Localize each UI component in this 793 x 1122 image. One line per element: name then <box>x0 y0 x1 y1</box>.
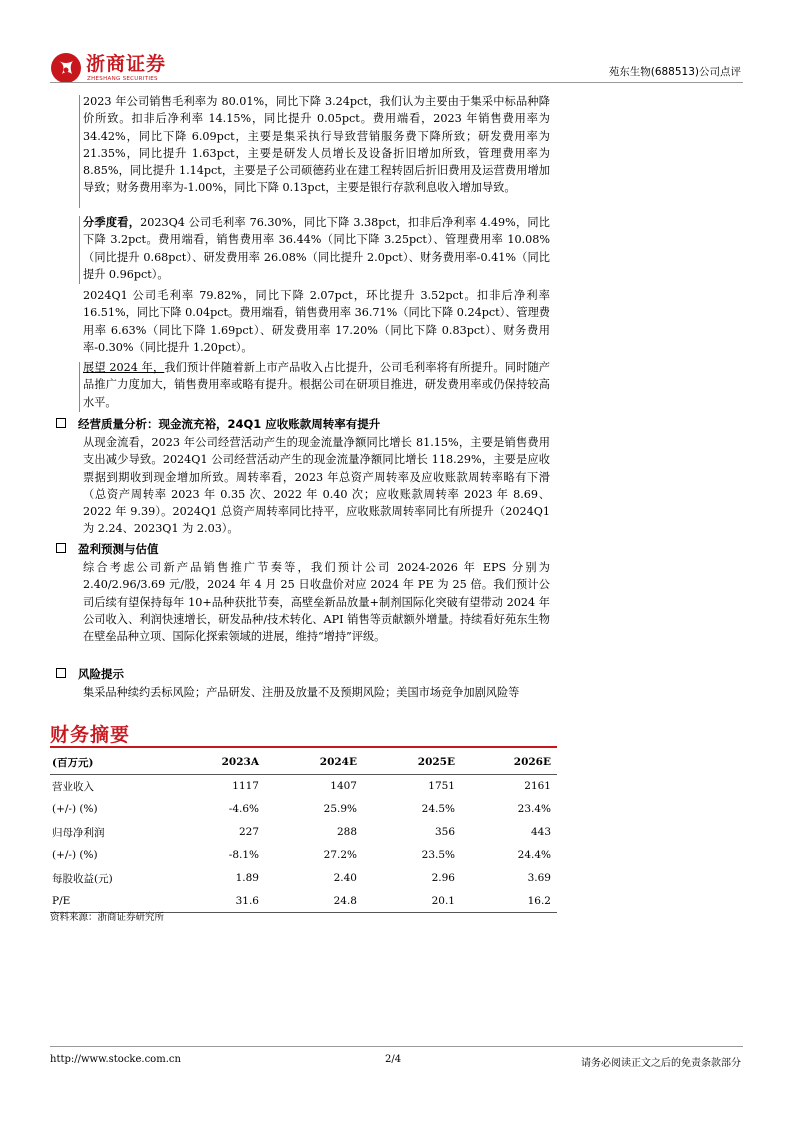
paragraph-lead: 展望 2024 年， <box>83 361 165 374</box>
row-label: (+/-) (%) <box>52 803 98 816</box>
table-cell: 2.40 <box>333 872 357 884</box>
row-label: 每股收益(元) <box>52 872 113 885</box>
document-label: 苑东生物(688513)公司点评 <box>608 66 741 78</box>
financial-summary-title: 财务摘要 <box>50 724 131 746</box>
column-header: (百万元) <box>50 750 170 775</box>
table-cell: 1117 <box>232 780 259 793</box>
paragraph-marker-bar <box>79 95 80 208</box>
logo-mark-icon <box>50 52 82 84</box>
checkbox-bullet-icon <box>56 418 66 428</box>
paragraph-outlook <box>83 359 550 411</box>
table-row <box>50 867 557 890</box>
row-label: P/E <box>50 889 170 912</box>
table-cell: 23.4% <box>517 803 551 816</box>
financial-title-rule <box>50 746 557 748</box>
logo-name: 浙商证券 <box>86 53 167 75</box>
paragraph-marker-bar <box>79 216 80 284</box>
column-header: 2025E <box>363 750 461 775</box>
paragraph-lead: 分季度看， <box>83 215 141 229</box>
table-cell: 24.5% <box>421 803 455 816</box>
table-cell: -8.1% <box>228 849 259 862</box>
page-number: 2/4 <box>385 1054 402 1065</box>
section-text-forecast: 综合考虑公司新产品销售推广节奏等，我们预计公司 2024-2026 年 EPS 分别为 2.40/2.96/3.69 元/股，2024 年 4 月 25 日收盘价对应 2024 年 PE 为 25 倍。我们预计公司后续有望保持每年 10+品种获批节奏，高壁垒新品放量+制剂国际化突破有望带动 2024 年公司收入、利润快速增长，研发品种/技术转化、API 销售等贡献额外增量。持续看好苑东生物在壁垒品种立项、国际化探索领域的进展，维持“增持”评级。 <box>83 561 550 644</box>
checkbox-bullet-icon <box>56 668 66 678</box>
table-cell: 288 <box>336 826 357 839</box>
section-heading-quality: 经营质量分析：现金流充裕，24Q1 应收账款周转率有提升 <box>56 416 380 432</box>
row-label: 归母净利润 <box>52 826 105 839</box>
table-row <box>50 844 557 867</box>
section-heading-risk: 风险提示 <box>56 666 124 682</box>
column-header: 2024E <box>265 750 363 775</box>
table-cell: 24.8 <box>265 889 363 912</box>
checkbox-bullet-icon <box>56 543 66 553</box>
paragraph-margin-analysis <box>83 93 550 197</box>
paragraph-quarterly <box>83 214 550 283</box>
table-header-row <box>50 750 557 775</box>
row-label: 营业收入 <box>52 780 94 793</box>
logo-subtitle: ZHESHANG SECURITIES <box>87 76 158 82</box>
table-cell: 20.1 <box>363 889 461 912</box>
paragraph-2024q1 <box>83 287 550 356</box>
table-row <box>50 775 557 798</box>
table-cell: 2.96 <box>431 872 455 884</box>
table-cell: 356 <box>434 826 455 839</box>
table-cell: 16.2 <box>461 889 557 912</box>
footer-divider <box>50 1046 743 1047</box>
table-row <box>50 821 557 844</box>
table-cell: 31.6 <box>170 889 265 912</box>
header-divider <box>50 82 743 83</box>
table-cell: 2161 <box>524 780 551 793</box>
footer-disclaimer: 请务必阅读正文之后的免责条款部分 <box>581 1058 741 1069</box>
section-text-quality: 从现金流看，2023 年公司经营活动产生的现金流量净额同比增长 81.15%，主要是销售费用支出减少导致。2024Q1 公司经营活动产生的现金流量净额同比增长 118.29%，主要是应收票据到期收到现金增加所致。周转率看，2023 年总资产周转率及应收账款周转率略有下滑（总资产周转率 2023 年 0.35 次、2022 年 0.40 次；应收账款周转率 2023 年 8.69、2022 年 9.39）。2024Q1 总资产周转率同比持平，应收账款周转率同比有所提升（2024Q1 为 2.24、2023Q1 为 2.03）。 <box>83 436 550 536</box>
table-cell: 1407 <box>330 780 357 793</box>
table-cell: 443 <box>530 826 551 839</box>
paragraph-text: 2024Q1 公司毛利率 79.82%，同比下降 2.07pct，环比提升 3.52pct。扣非后净利率 16.51%，同比下降 0.04pct。费用端看，销售费用率 36.71%（同比下降 0.24pct）、管理费用率 6.63%（同比下降 1.69pct）、研发费用率 17.20%（同比下降 0.83pct）、财务费用率-0.30%（同比提升 1.20pct）。 <box>83 289 550 354</box>
table-cell: 23.5% <box>421 849 455 862</box>
paragraph-marker-bar <box>79 362 80 412</box>
table-source-note: 资料来源：浙商证券研究所 <box>50 912 165 923</box>
table-cell: 1751 <box>428 780 455 793</box>
section-heading-forecast: 盈利预测与估值 <box>56 541 159 557</box>
paragraph-text: 2023 年公司销售毛利率为 80.01%，同比下降 3.24pct，我们认为主要由于集采中标品种降价所致。扣非后净利率 14.15%，同比提升 0.05pct。费用端看，2023 年销售费用率为 34.42%，同比下降 6.09pct，主要是集采执行导致营销服务费下降所致；研发费用率为 21.35%，同比提升 1.63pct，主要是研发人员增长及设备折旧增加所致，管理费用率为 8.85%，同比提升 1.14pct，主要是子公司硕德药业在建工程转固后折旧费用及运营费用增加导致；财务费用率为-1.00%，同比下降 0.13pct，主要是银行存款利息收入增加导致。 <box>83 95 550 195</box>
column-header: 2026E <box>461 750 557 775</box>
column-header: 2023A <box>170 750 265 775</box>
table-cell: 3.69 <box>527 872 551 884</box>
table-cell: 27.2% <box>323 849 357 862</box>
table-cell: 1.89 <box>235 872 259 884</box>
paragraph-text: 2023Q4 公司毛利率 76.30%，同比下降 3.38pct，扣非后净利率 4.49%，同比下降 3.2pct。费用端看，销售费用率 36.44%（同比下降 3.25pct）、管理费用率 10.08%（同比提升 0.68pct）、研发费用率 26.08%（同比提升 2.0pct）、财务费用率-0.41%（同比提升 0.96pct）。 <box>83 216 550 281</box>
table-cell: 24.4% <box>517 849 551 862</box>
table-cell: -4.6% <box>228 803 259 816</box>
table-cell: 227 <box>238 826 259 839</box>
financial-summary-table <box>50 750 557 913</box>
table-cell: 25.9% <box>323 803 357 816</box>
company-logo <box>50 52 170 86</box>
footer-url-link[interactable]: http://www.stocke.com.cn <box>50 1054 181 1065</box>
section-text-risk: 集采品种续约丢标风险；产品研发、注册及放量不及预期风险；美国市场竞争加剧风险等 <box>83 686 520 699</box>
paragraph-text: 我们预计伴随着新上市产品收入占比提升，公司毛利率将有所提升。同时随产品推广力度加大，销售费用率或略有提升。根据公司在研项目推进，研发费用率或仍保持较高水平。 <box>83 361 550 409</box>
row-label: (+/-) (%) <box>52 849 98 862</box>
table-row <box>50 798 557 821</box>
